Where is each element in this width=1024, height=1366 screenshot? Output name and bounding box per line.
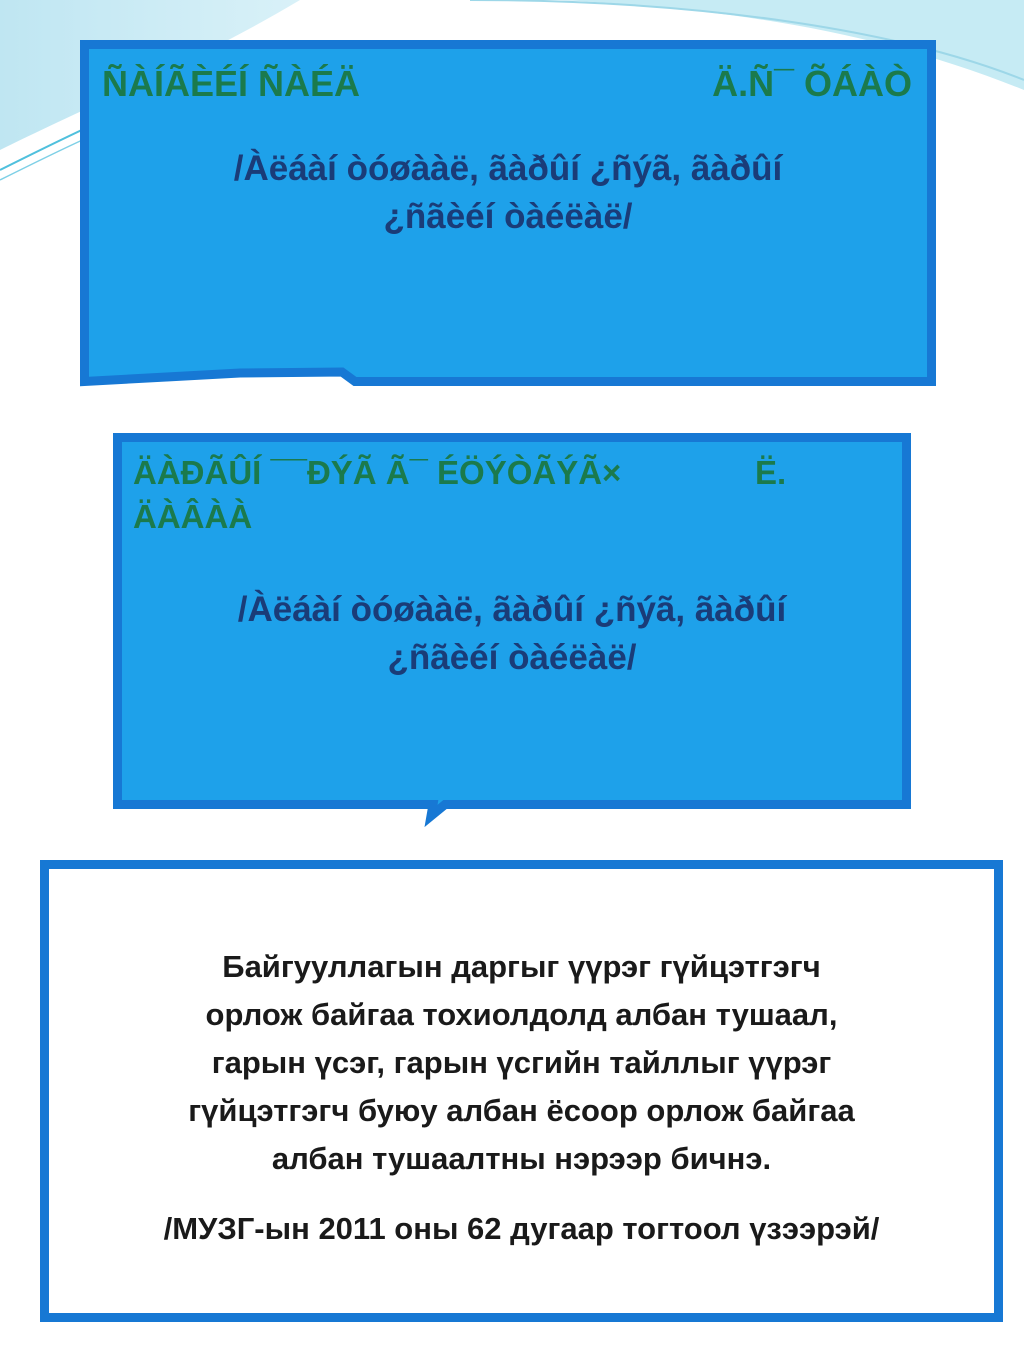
box-1-heading-right: Ä.Ñ¯ ÕÁÀÒ <box>712 63 912 104</box>
info-box-1 <box>80 40 936 386</box>
note-text <box>49 943 994 1183</box>
box-1-subtitle-line-2: ¿ñãèéí òàéëàë/ <box>383 197 633 236</box>
box-2-subtitle-line-2: ¿ñãèéí òàéëàë/ <box>387 638 637 677</box>
box-1-subtitle-line-1: /Àëáàí òóøààë, ãàðûí ¿ñýã, ãàðûí <box>233 149 783 188</box>
box-2-subtitle-line-1: /Àëáàí òóøààë, ãàðûí ¿ñýã, ãàðûí <box>237 590 787 629</box>
info-box-2 <box>113 433 911 823</box>
note-line-5: албан тушаалтны нэрээр бичнэ. <box>271 1141 772 1176</box>
note-box <box>40 860 1003 1322</box>
box-2-heading-line-2: ÄÀÂÀÀ <box>133 498 253 535</box>
note-line-3: гарын үсэг, гарын үсгийн тайллыг үүрэг <box>211 1045 832 1080</box>
note-line-4: гүйцэтгэгч буюу албан ёсоор орлож байгаа <box>188 1093 855 1128</box>
note-line-1: Байгууллагын даргыг үүрэг гүйцэтгэгч <box>222 949 821 984</box>
note-reference: /МУЗГ-ын 2011 оны 62 дугаар тогтоол үзээрэй/ <box>163 1211 880 1246</box>
note-line-2: орлож байгаа тохиолдолд албан тушаал, <box>205 997 838 1032</box>
box-2-heading-line-1: ÄÀÐÃÛÍ ¯¯ÐÝÃ Ã¯ ÉÖÝÒÃÝÃ× <box>133 454 622 491</box>
box-2-heading-line-1-right: Ë. <box>755 454 787 491</box>
box-1-heading-left: ÑÀÍÃÈÉÍ ÑÀÉÄ <box>102 63 361 104</box>
